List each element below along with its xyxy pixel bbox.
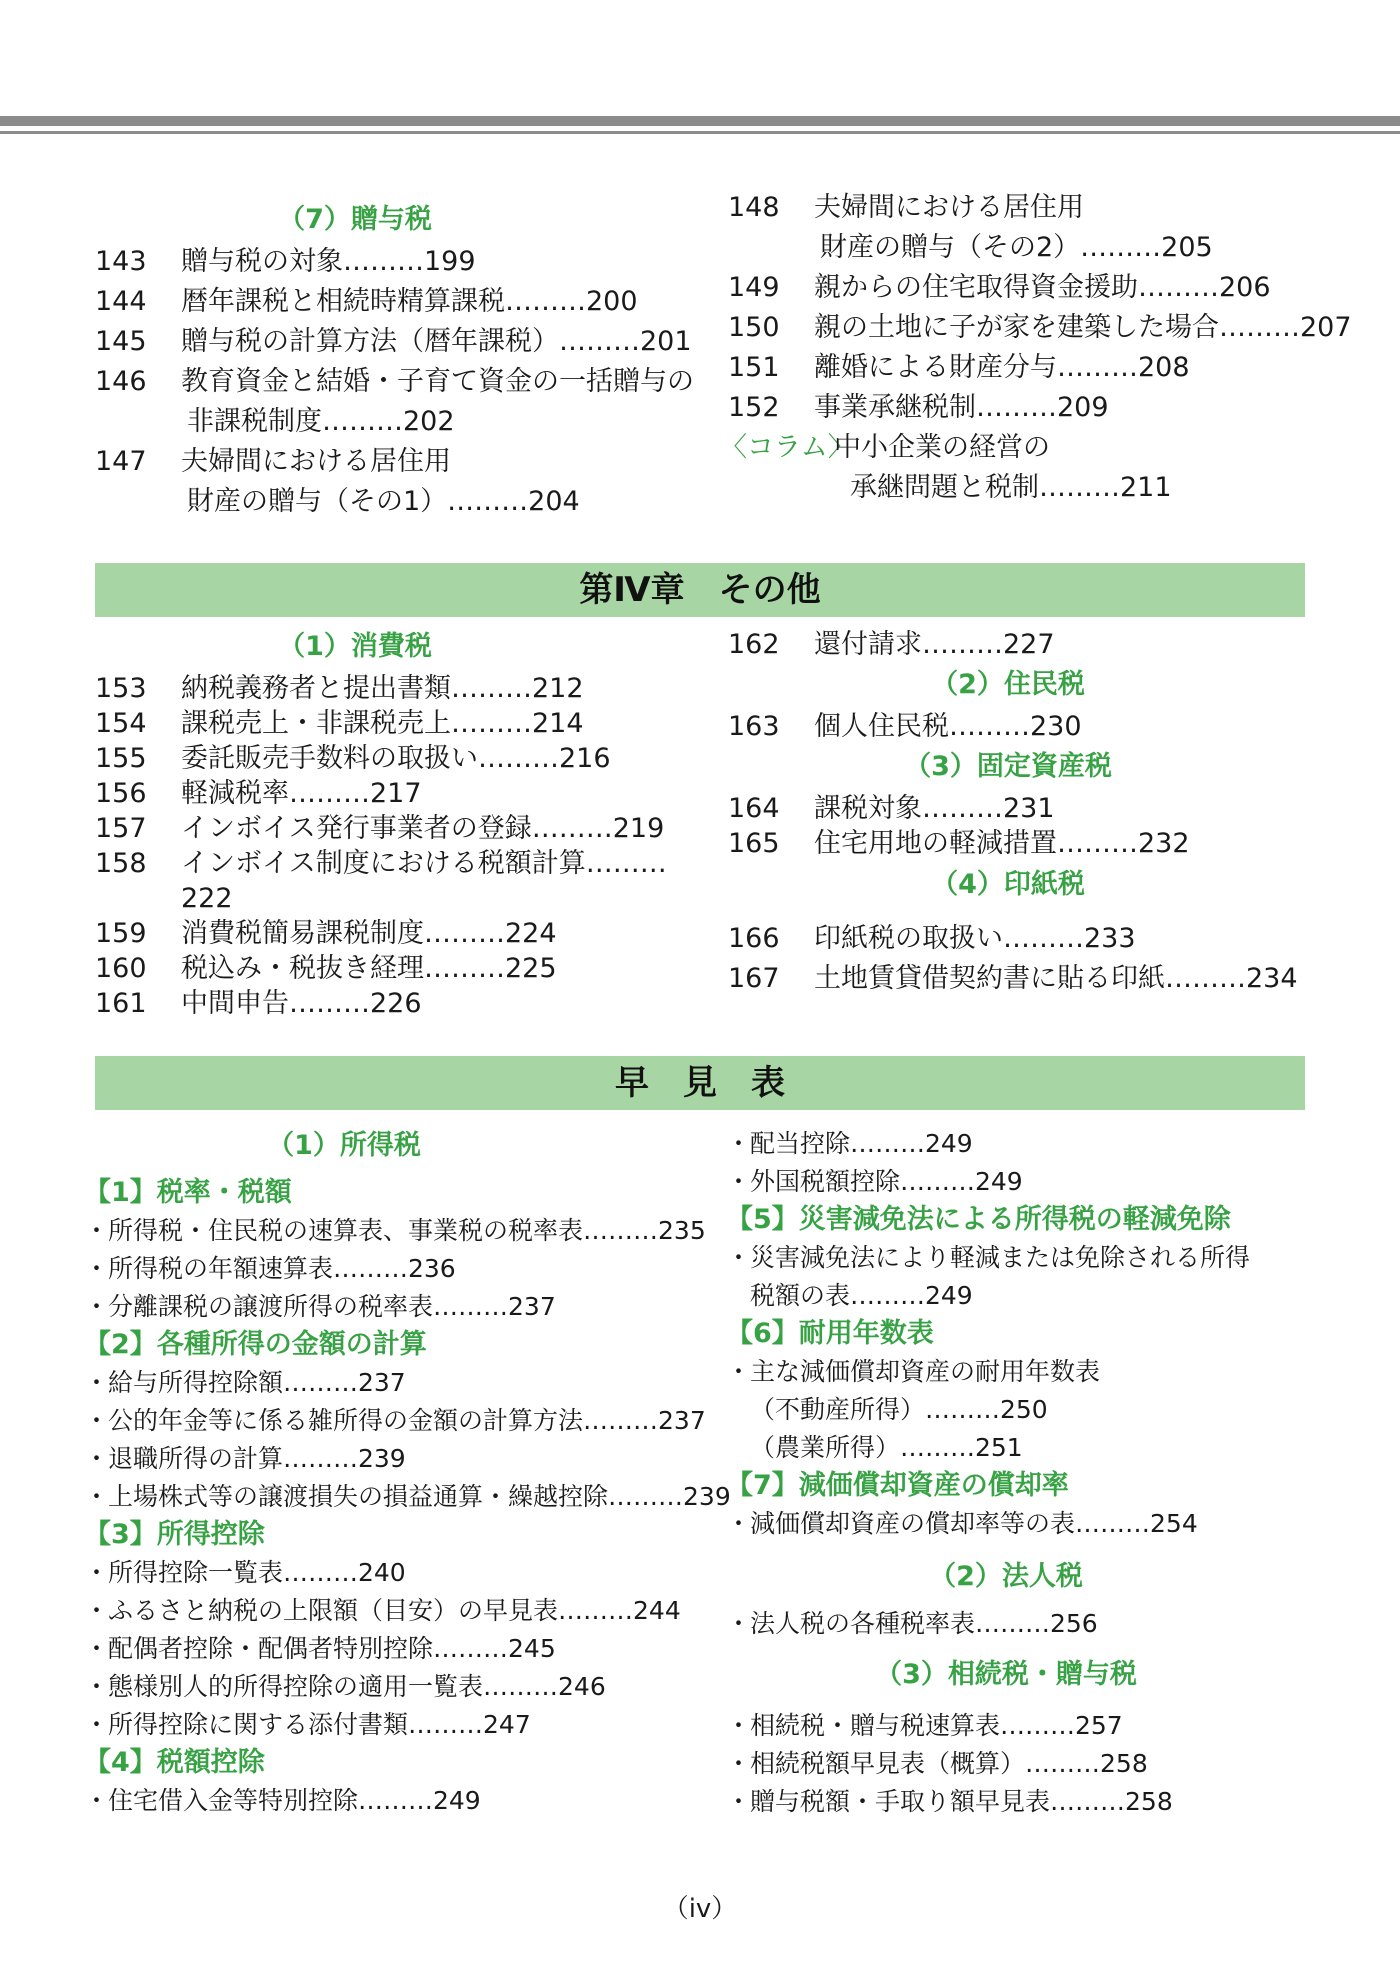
toc-entry-156[interactable]: 156 軽減税率………217	[95, 778, 422, 809]
toc-entry-167[interactable]: 167 土地賃貸借契約書に貼る印紙………234	[728, 963, 1298, 994]
quick-item[interactable]: ・ 贈与税額・手取り額早見表………258	[726, 1787, 1173, 1816]
quick-head-4: 【4】税額控除	[84, 1747, 265, 1778]
quick-item[interactable]: ・ 所得税の年額速算表………236	[84, 1254, 456, 1283]
quick-ref-right-column	[726, 1125, 1346, 1821]
quick-item[interactable]: ・ 所得税・住民税の速算表、事業税の税率表………235	[84, 1216, 706, 1245]
quick-head-6: 【6】耐用年数表	[726, 1318, 934, 1349]
quick-item-cont[interactable]: （不動産所得）………250	[750, 1395, 1048, 1424]
toc-entry-152[interactable]: 152 事業承継税制………209	[728, 392, 1109, 423]
quick-item[interactable]: ・ 法人税の各種税率表………256	[726, 1609, 1098, 1638]
toc-entry-163[interactable]: 163 個人住民税………230	[728, 711, 1082, 742]
toc-entry-145[interactable]: 145 贈与税の計算方法（暦年課税）………201	[95, 326, 692, 357]
quick-item[interactable]: ・ 態様別人的所得控除の適用一覧表………246	[84, 1672, 606, 1701]
quick-ref-left-column	[84, 1126, 731, 1820]
quick-head-3: 【3】所得控除	[84, 1519, 265, 1550]
page-number: （iv）	[662, 1894, 738, 1924]
quick-item-cont[interactable]: 税額の表………249	[750, 1281, 973, 1310]
toc-entry-144[interactable]: 144 暦年課税と相続時精算課税………200	[95, 286, 638, 317]
quick-item[interactable]: ・ 相続税・贈与税速算表………257	[726, 1711, 1123, 1740]
toc-column-entry-cont[interactable]: 承継問題と税制………211	[850, 472, 1172, 503]
gift-tax-right-column	[720, 188, 1352, 508]
quick-item[interactable]: ・ 減価償却資産の償却率等の表………254	[726, 1509, 1198, 1538]
toc-entry-148-cont[interactable]: 財産の贈与（その2）………205	[820, 232, 1213, 263]
toc-entry-151[interactable]: 151 離婚による財産分与………208	[728, 352, 1190, 383]
quick-item[interactable]: ・ ふるさと納税の上限額（目安）の早見表………244	[84, 1596, 681, 1625]
toc-entry-161[interactable]: 161 中間申告………226	[95, 988, 422, 1019]
quick-item[interactable]: ・ 分離課税の譲渡所得の税率表………237	[84, 1292, 556, 1321]
toc-entry-147[interactable]: 147 夫婦間における居住用	[95, 446, 451, 477]
toc-entry-159[interactable]: 159 消費税簡易課税制度………224	[95, 918, 557, 949]
quick-item[interactable]: ・ 所得控除に関する添付書類………247	[84, 1710, 531, 1739]
toc-entry-149[interactable]: 149 親からの住宅取得資金援助………206	[728, 272, 1271, 303]
quick-item[interactable]: ・ 公的年金等に係る雑所得の金額の計算方法………237	[84, 1406, 706, 1435]
toc-entry-160[interactable]: 160 税込み・税抜き経理………225	[95, 953, 557, 984]
toc-entry-146-cont[interactable]: 非課税制度………202	[187, 406, 455, 437]
toc-entry-148[interactable]: 148 夫婦間における居住用	[728, 192, 1084, 223]
gift-tax-left-column	[95, 200, 695, 522]
toc-entry-146[interactable]: 146 教育資金と結婚・子育て資金の一括贈与の	[95, 366, 694, 397]
quick-item[interactable]: ・ 相続税額早見表（概算）………258	[726, 1749, 1148, 1778]
section-title-stamp-tax: （4）印紙税	[931, 869, 1085, 900]
quick-item[interactable]: ・ 住宅借入金等特別控除………249	[84, 1786, 481, 1815]
chapter-4-right-column	[728, 625, 1328, 999]
toc-entry-158[interactable]: 158 インボイス制度における税額計算………	[95, 848, 667, 879]
quick-head-1: 【1】税率・税額	[84, 1177, 292, 1208]
toc-entry-157[interactable]: 157 インボイス発行事業者の登録………219	[95, 813, 665, 844]
quick-item[interactable]: ・ 主な減価償却資産の耐用年数表	[726, 1357, 1101, 1386]
quick-item[interactable]: ・ 配偶者控除・配偶者特別控除………245	[84, 1634, 556, 1663]
quick-item[interactable]: ・ 配当控除………249	[726, 1129, 973, 1158]
toc-entry-155[interactable]: 155 委託販売手数料の取扱い………216	[95, 743, 611, 774]
header-rule-thick	[0, 116, 1400, 126]
quick-item[interactable]: ・ 所得控除一覧表………240	[84, 1558, 406, 1587]
quick-item-cont[interactable]: （農業所得）………251	[750, 1433, 1023, 1462]
quick-item[interactable]: ・ 上場株式等の譲渡損失の損益通算・繰越控除………239	[84, 1482, 731, 1511]
toc-column-entry[interactable]: 〈コラム〉 中小企業の経営の	[720, 428, 1328, 468]
section-title-fixed-asset-tax: （3）固定資産税	[904, 751, 1112, 782]
quick-item[interactable]: ・ 外国税額控除………249	[726, 1167, 1023, 1196]
section-title-gift-tax: （7）贈与税	[278, 204, 432, 235]
quick-item[interactable]: ・ 給与所得控除額………237	[84, 1368, 406, 1397]
toc-entry-158-cont[interactable]: 222	[181, 883, 233, 914]
toc-entry-147-cont[interactable]: 財産の贈与（その1）………204	[187, 486, 580, 517]
quick-head-5: 【5】災害減免法による所得税の軽減免除	[726, 1204, 1231, 1235]
toc-entry-162[interactable]: 162 還付請求………227	[728, 629, 1055, 660]
section-title-resident-tax: （2）住民税	[931, 669, 1085, 700]
consumption-tax-column	[95, 627, 695, 1021]
chapter-4-banner: 第Ⅳ章 その他	[95, 563, 1305, 617]
quick-reference-banner: 早 見 表	[95, 1056, 1305, 1110]
toc-entry-153[interactable]: 153 納税義務者と提出書類………212	[95, 673, 584, 704]
quick-item[interactable]: ・ 退職所得の計算………239	[84, 1444, 406, 1473]
toc-entry-154[interactable]: 154 課税売上・非課税売上………214	[95, 708, 584, 739]
toc-entry-150[interactable]: 150 親の土地に子が家を建築した場合………207	[728, 312, 1352, 343]
toc-entry-143[interactable]: 143 贈与税の対象………199	[95, 246, 476, 277]
section-title-inheritance-gift-tax: （3）相続税・贈与税	[875, 1659, 1137, 1690]
section-title-consumption-tax: （1）消費税	[278, 631, 432, 662]
quick-item[interactable]: ・ 災害減免法により軽減または免除される所得	[726, 1243, 1251, 1272]
toc-entry-166[interactable]: 166 印紙税の取扱い………233	[728, 923, 1136, 954]
quick-head-7: 【7】減価償却資産の償却率	[726, 1470, 1069, 1501]
section-title-income-tax: （1）所得税	[267, 1130, 421, 1161]
column-label: 〈コラム〉	[720, 432, 855, 463]
toc-entry-165[interactable]: 165 住宅用地の軽減措置………232	[728, 828, 1190, 859]
quick-head-2: 【2】各種所得の金額の計算	[84, 1329, 427, 1360]
header-rule-thin	[0, 131, 1400, 134]
section-title-corporate-tax: （2）法人税	[929, 1561, 1083, 1592]
toc-entry-164[interactable]: 164 課税対象………231	[728, 793, 1055, 824]
